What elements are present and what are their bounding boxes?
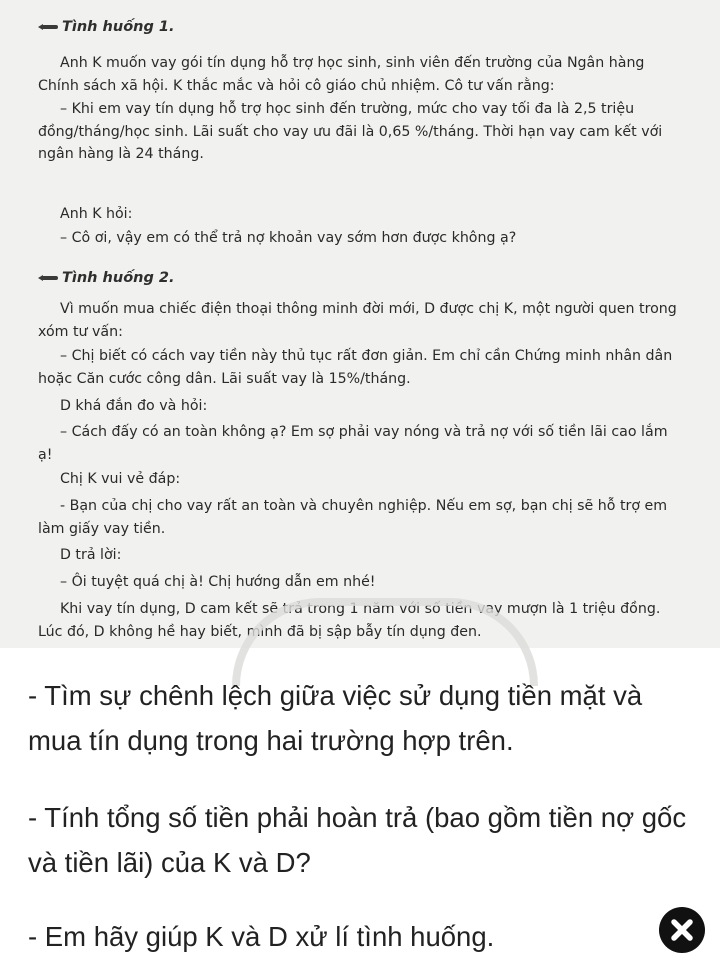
pen-bullet-icon (42, 25, 58, 29)
close-icon (659, 907, 705, 953)
situation-1-teacher-advice: – Khi em vay tín dụng hỗ trợ học sinh đến trường, mức cho vay tối đa là 2,5 triệu đồng/tháng/học sinh. Lãi suất cho vay ưu đãi là 0,65 %/tháng. Thời hạn vay cam kết với ngân hàng là 24 tháng. (38, 101, 663, 163)
situation-2-k-replies: Chị K vui vẻ đáp: (60, 471, 181, 487)
question-2: - Tính tổng số tiền phải hoàn trả (bao gồm tiền nợ gốc và tiền lãi) của K và D? (28, 802, 687, 878)
situation-2-d-reply: – Ôi tuyệt quá chị à! Chị hướng dẫn em nhé! (60, 574, 376, 590)
situation-1-k-asks: Anh K hỏi: (60, 206, 133, 222)
situation-2-intro: Vì muốn mua chiếc điện thoại thông minh đời mới, D được chị K, một người quen trong xóm tư vấn: (38, 301, 677, 340)
question-1: - Tìm sự chênh lệch giữa việc sử dụng tiền mặt và mua tín dụng trong hai trường hợp trên. (28, 680, 643, 756)
pen-bullet-icon (42, 276, 58, 280)
situation-1-k-question: – Cô ơi, vậy em có thể trả nợ khoản vay sớm hơn được không ạ? (60, 230, 517, 246)
situation-1-intro: Anh K muốn vay gói tín dụng hỗ trợ học sinh, sinh viên đến trường của Ngân hàng Chính sách xã hội. K thắc mắc và hỏi cô giáo chủ nhiệm. Cô tư vấn rằng: (38, 55, 645, 94)
situation-2-conclusion: Khi vay tín dụng, D cam kết sẽ trả trong 1 năm với số tiền vay mượn là 1 triệu đồng. Lúc đó, D không hề hay biết, mình đã bị sập bẫy tín dụng đen. (38, 601, 661, 640)
situation-2-heading: Tình huống 2. (62, 267, 175, 290)
situation-2-k-advice: – Chị biết có cách vay tiền này thủ tục rất đơn giản. Em chỉ cần Chứng minh nhân dân hoặc Căn cước công dân. Lãi suất vay là 15%/tháng. (38, 348, 673, 387)
question-3: - Em hãy giúp K và D xử lí tình huống. (28, 921, 495, 952)
situation-2-d-question: – Cách đấy có an toàn không ạ? Em sợ phải vay nóng và trả nợ với số tiền lãi cao lắm ạ! (38, 424, 668, 463)
situation-2-k-answer: - Bạn của chị cho vay rất an toàn và chuyên nghiệp. Nếu em sợ, bạn chị sẽ hỗ trợ em làm giấy vay tiền. (38, 498, 668, 537)
close-button[interactable] (659, 907, 705, 953)
situation-2-d-answers: D trả lời: (60, 547, 122, 563)
situation-2-d-hesitates: D khá đắn đo và hỏi: (60, 398, 208, 414)
situation-1-heading: Tình huống 1. (62, 16, 175, 39)
